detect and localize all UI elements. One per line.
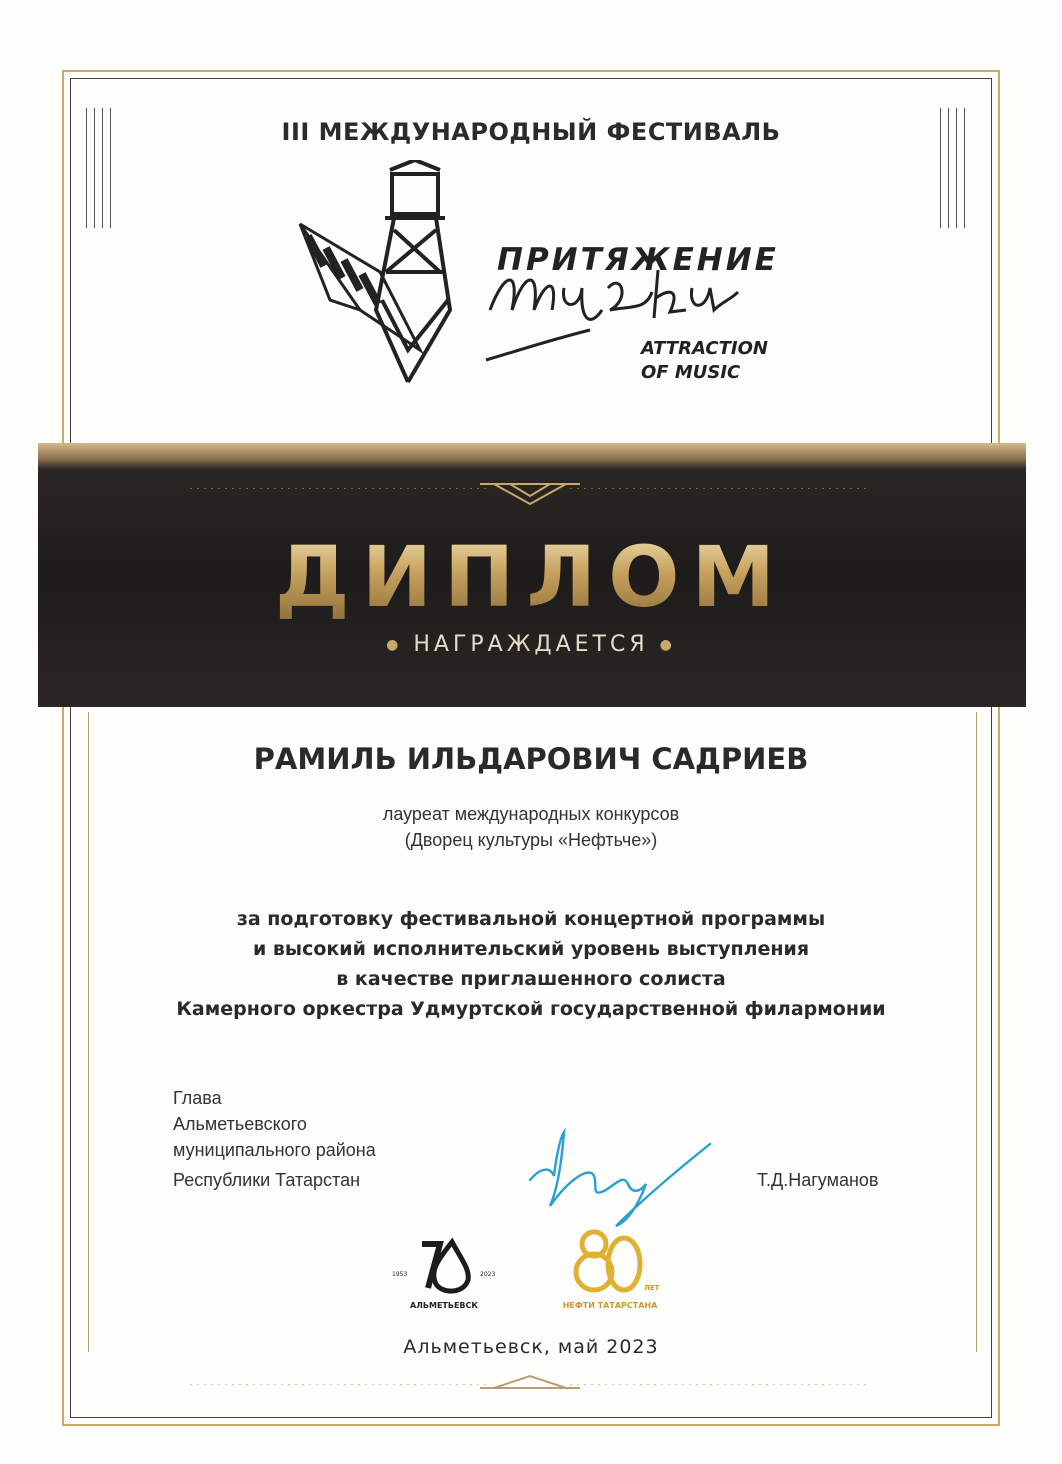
- oil-name: НЕФТИ ТАТАРСТАНА: [562, 1301, 658, 1310]
- signer-name: Т.Д.Нагуманов: [757, 1170, 879, 1190]
- recipient-title-line2: (Дворец культуры «Нефтьче»): [404, 830, 658, 850]
- logo-title: ПРИТЯЖЕНИЕ: [497, 242, 779, 278]
- place-and-date: Альметьевск, май 2023: [403, 1336, 659, 1358]
- recipient-title-line1: лауреат международных конкурсов: [382, 804, 680, 824]
- recipient-name: РАМИЛЬ ИЛЬДАРОВИЧ САДРИЕВ: [253, 742, 809, 776]
- reason-line-4: Камерного оркестра Удмуртской государственной филармонии: [176, 998, 886, 1020]
- logo-english-line1: ATTRACTION: [641, 338, 768, 359]
- reason-line-3: в качестве приглашенного солиста: [336, 968, 726, 990]
- tatarstan-oil-80-logo: [560, 1226, 670, 1316]
- oil-derrick-icon: [376, 160, 450, 382]
- logo-english-line2: OF MUSIC: [641, 362, 741, 383]
- oil-years-label: ЛЕТ: [644, 1284, 660, 1292]
- signer-title-line4: Республики Татарстан: [173, 1170, 361, 1190]
- city-year-end: 2023: [480, 1271, 496, 1278]
- almetyevsk-70-logo: [384, 1232, 504, 1312]
- logo-english-title: [641, 337, 768, 385]
- reason-line-1: за подготовку фестивальной концертной программы: [236, 908, 826, 930]
- band-chevron-ornament: [480, 480, 580, 508]
- awarded-caption: [0, 632, 1062, 657]
- reason-line-2: и высокий исполнительский уровень выступления: [252, 938, 810, 960]
- signer-title-line1: Глава: [173, 1088, 222, 1108]
- city-year-start: 1953: [392, 1271, 408, 1278]
- awarded-text: НАГРАЖДАЕТСЯ: [413, 632, 649, 657]
- signer-title-line2: Альметьевского: [173, 1114, 307, 1134]
- bottom-chevron-ornament: [480, 1374, 580, 1396]
- city-name: АЛЬМЕТЬЕВСК: [410, 1301, 478, 1310]
- handwritten-signature: [520, 1118, 720, 1228]
- diploma-title: ДИПЛОМ: [0, 528, 1062, 626]
- festival-title: III МЕЖДУНАРОДНЫЙ ФЕСТИВАЛЬ: [281, 118, 781, 146]
- bullet-dot: ●: [659, 637, 676, 653]
- signer-title-line3: муниципального района: [173, 1140, 376, 1160]
- bullet-dot: ●: [386, 637, 403, 653]
